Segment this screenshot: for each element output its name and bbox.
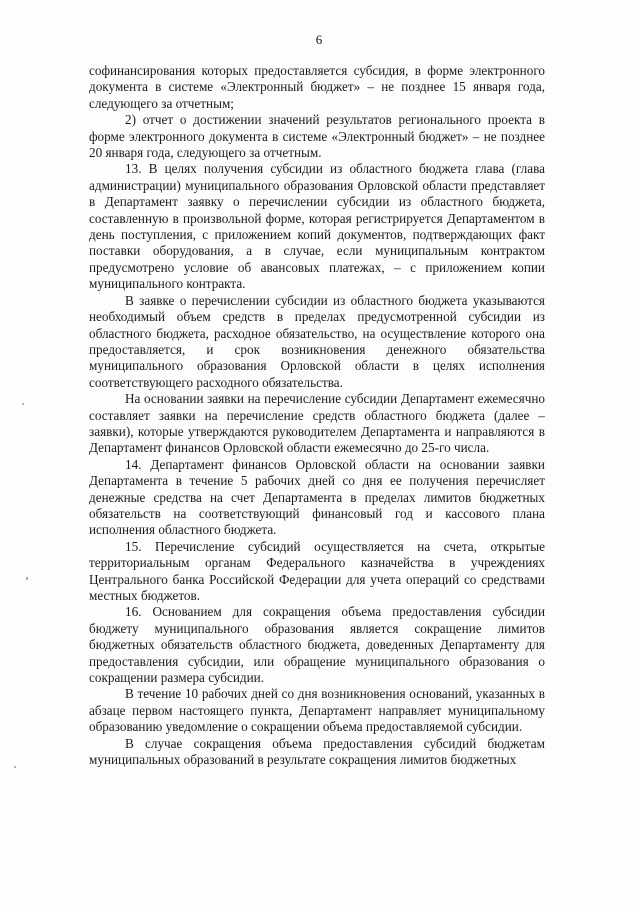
paragraph-monthly-applications: На основании заявки на перечисление субсидии Департамент ежемесячно составляет заявки на перечисление средств областного бюджета (далее – заявки), которые утверждаются руководителем Департамента и направляются в Департамент финансов Орловской области ежемесячно до 25-го числа. (89, 391, 545, 456)
paragraph-report-item-2: 2) отчет о достижении значений результатов регионального проекта в форме электронного документа в системе «Электронный бюджет» – не позднее 20 января года, следующего за отчетным. (89, 112, 545, 161)
scan-speck (14, 766, 16, 768)
scan-speck (26, 577, 28, 580)
paragraph-clause-14: 14. Департамент финансов Орловской области на основании заявки Департамента в течение 5 рабочих дней со дня ее получения перечисляет денежные средства на счет Департамента в пределах лимитов бюджетных обязательств на соответствующий финансовый год и кассового плана исполнения областного бюджета. (89, 456, 545, 538)
paragraph-notification: В течение 10 рабочих дней со дня возникновения оснований, указанных в абзаце первом настоящего пункта, Департамент направляет муниципальному образованию уведомление о сокращении объема предоставляемой субсидии. (89, 686, 545, 735)
paragraph-application-contents: В заявке о перечислении субсидии из областного бюджета указываются необходимый объем средств в пределах предусмотренной субсидии из областного бюджета, расходное обязательство, на осуществление которого она предоставляется, и срок возникновения денежного обязательства муниципального образования Орловской области в целях исполнения соответствующего расходного обязательства. (89, 292, 545, 390)
document-body (89, 63, 545, 768)
paragraph-continuation: софинансирования которых предоставляется субсидия, в форме электронного документа в системе «Электронный бюджет» – не позднее 15 января года, следующего за отчетным; (89, 63, 545, 111)
paragraph-clause-15: 15. Перечисление субсидий осуществляется на счета, открытые территориальным органам Федерального казначейства в учреждениях Центрального банка Российской Федерации для учета операций со средствами местных бюджетов. (89, 538, 545, 603)
page-number: 6 (315, 32, 323, 47)
scan-speck (22, 403, 24, 405)
paragraph-clause-13: 13. В целях получения субсидии из областного бюджета глава (глава администрации) муниципального образования Орловской области представляет в Департамент заявку о перечислении субсидии из областного бюджета, составленную в произвольной форме, которая регистрируется Департаментом в день поступления, с приложением копий документов, подтверждающих факт поставки оборудования, а в случае, если муниципальным контрактом предусмотрено условие об авансовых платежах, – с приложением копии муниципального контракта. (89, 161, 545, 292)
paragraph-clause-16: 16. Основанием для сокращения объема предоставления субсидии бюджету муниципального образования является сокращение лимитов бюджетных обязательств областного бюджета, доведенных Департаменту для предоставления субсидии, или обращение муниципального образования о сокращении размера субсидии. (89, 604, 545, 686)
paragraph-reduction-case: В случае сокращения объема предоставления субсидий бюджетам муниципальных образований в результате сокращения лимитов бюджетных (89, 735, 545, 768)
